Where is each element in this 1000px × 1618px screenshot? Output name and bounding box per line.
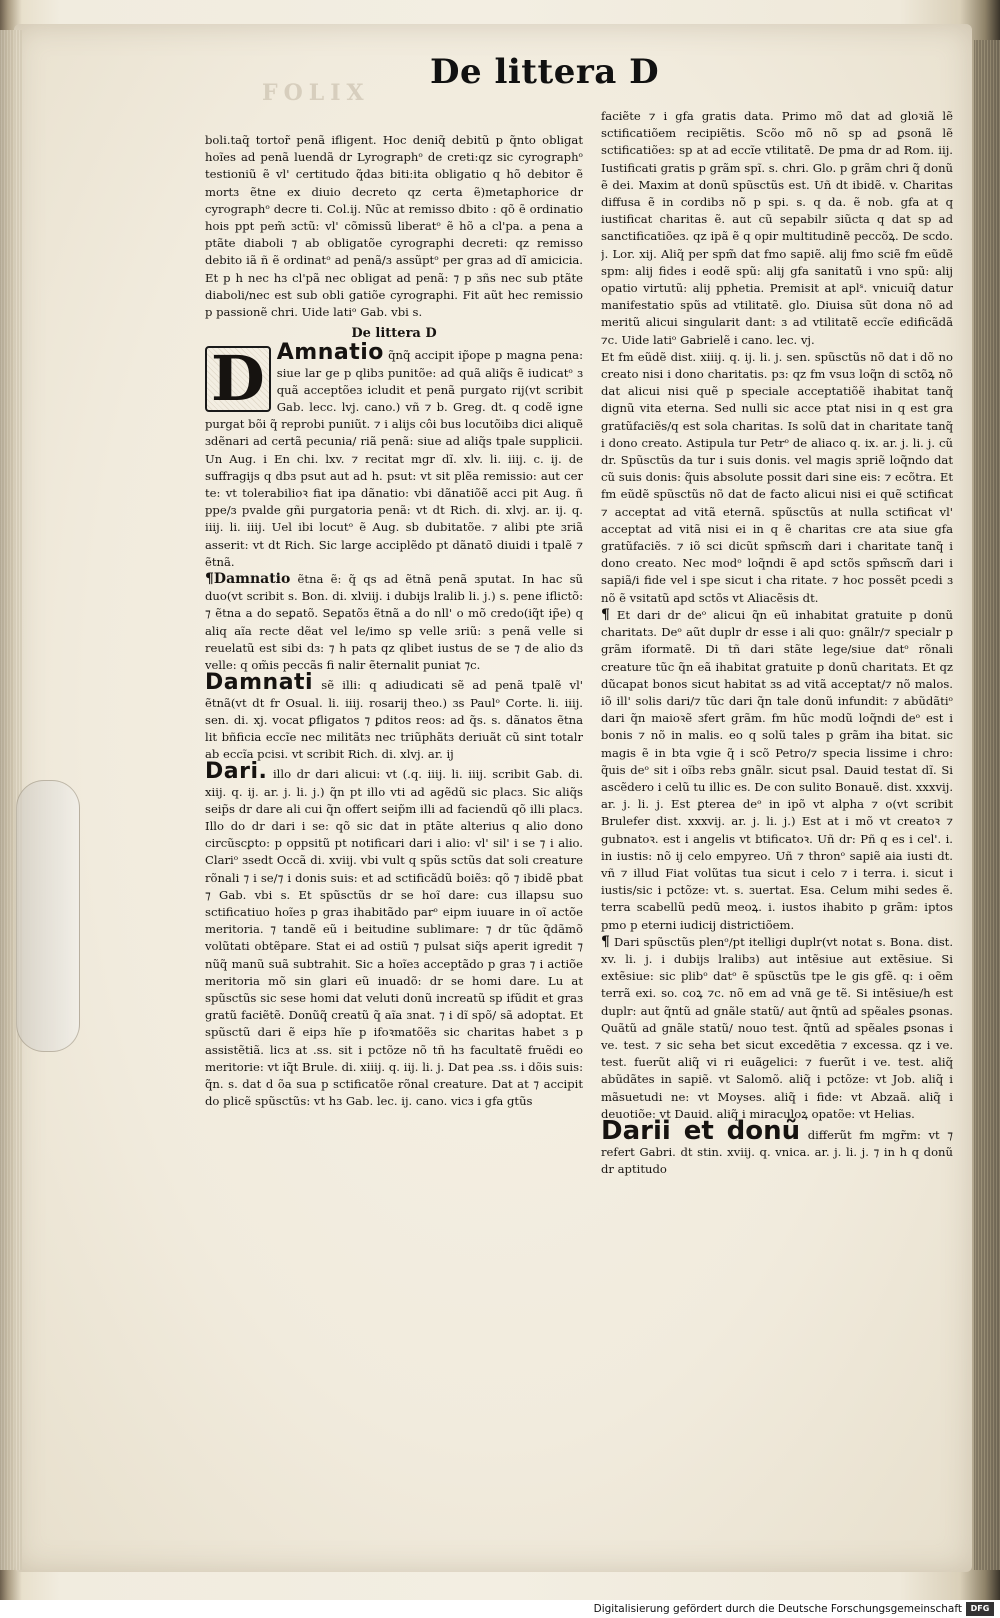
bookmark-tab xyxy=(16,780,80,1052)
entry-darii-text: differũt fm mgr̃m: vt ⁊ refert Gabri. dt stin. xviij. q. vnica. ar. j. li. j. ⁊ in h q donũ dr aptitudo xyxy=(601,1127,953,1177)
right-column xyxy=(601,108,953,1608)
right-paragraph-3 xyxy=(601,607,953,934)
entry-damnatio-text: q̃nq̃ accipit ip̃ope p magna pena: siue lar ge p qlibɜ punitõe: ad quã aliq̃s ẽ iudicatᵒ ɜ quã acceptõeɜ icludit et penã purgato rij(vt scribit Gab. lecc. lvj. cano.) vñ ⁊ b. Greg. dt. q codẽ igne purgat bõi q̃ reprobi puniũt. ⁊ i alijs côi bus locutõibɜ dici aliquẽ ɜdẽnari ad certã pecunia/ riã penã: siue ad aliq̃s tpale supplicii. Un Aug. i En chi. lxv. ⁊ recitat mgr dĩ. xlv. li. iiij. c. ij. de suffragijs q dbɜ psut aut ad h. psut: vt sit plẽa remissio: aut cer te: vt tolerabilioꝛ fiat ipa dãnatio: vbi dãnatiõẽ acci pit Aug. ñ ppe/ɜ pvalde gñi purgatoria penã: vt dt Rich. di. xlvj. ar. ij. q. iiij. li. iiij. Uel ibi locutᵒ ẽ Aug. sb dubitatõe. ⁊ alibi pte ɜriã asserit: vt dt Rich. Sic large acciplẽdo pt dãnatõ diuidi i tpalẽ ⁊ ẽtnã. xyxy=(205,348,583,569)
paragraph-mark: ¶ xyxy=(601,933,610,950)
entry-dari-text: illo dr dari alicui: vt (.q. iiij. li. iiij. scribit Gab. di. xiij. q. ij. ar. j. li. j.) q̃n pt illo vti ad agẽdũ sic placɜ. Sic aliq̃s seip̃s dr dare ali cui q̃n offert seip̃m illi ad faciendũ qõ illi placɜ. Illo do dr dari i se: qõ sic dat in ptãte alterius q alio dono circũscꝑto: p oppsitũ pt notificari dari i alio: vl' sil' i se ⁊ i alio. Clariᵒ ɜsedt Occã di. xviij. vbi vult q spũs sctũs dat soli creature rõnali ⁊ i se/⁊ i donis suis: et ad sctificãdũ boiẽɜ: qõ ⁊ ibidẽ pbat ⁊ Gab. vbi s. Et spũsctũs dr se hoĩ dare: cuɜ illapsu suo sctificatiuo hoĩeɜ p graɜ ihabitãdo parᵒ eipm iuuare in oĩ actõe meritoria. ⁊ tandẽ eũ i beitudine sublimare: ⁊ dr tũc q̃dãmõ volũtati obtẽpare. Stat ei ad ostiũ ⁊ pulsat siq̃s aperit igredit ⁊ nũq̃ manũ suã subtrahit. Sic a hoĩeɜ acceptãdo p graɜ ⁊ i actiõe meritoria mõ sin glari eũ inuadõ: dr se homi dare. Lu at spũsctũs sic sese homi dat veluti donũ increatũ sp ifũdit et graɜ gratũ faciẽtẽ. Donũq̃ creatũ q̃ aĩa ɜnat. ⁊ i dĩ spõ/ sã adoptat. Et spũsctũ dari ẽ eipɜ hĩe p ifoꝛmatõẽɜ sic charitas habet ɜ p assistẽtiã. licɜ at .ss. sit i pctõze nõ tñ hɜ facultatẽ fruẽdi eo meritorie: vt iq̃t Brule. di. xiiij. q. iij. li. j. Dat pea .ss. i dõis suis: q̃n. s. dat d õa sua p sctificatõe rõnal creature. Dat at ⁊ accipit do plicẽ spũsctũs: vt hɜ Gab. lec. ij. cano. vicɜ i gfa gtũs xyxy=(205,767,583,1109)
entry-darii xyxy=(601,1115,953,1179)
left-paragraph-1: boli.taq̃ tortor̃ penã ifligent. Hoc deniq̃ debitũ p q̃nto obligat hoĩes ad penã luendã dr Lyrographᵒ de creti:qz sic cyrographᵒ testioniũ ẽ vl' certitudo q̃daɜ biti:ita obligatio q hõ debitor ẽ mortɜ ẽtne ex diuio decreto qz certa ẽ)metaphorice dr cyrographᵒ decre ti. Col.ij. Nũc at remisso dbito : qõ ẽ ordinatio hois ppt pem̃ ɜctũ: vl' cõmissũ liberatᵒ ẽ hõ a cl'pa. a pena a ptãte diaboli ⁊ ab obligatõe cyrographi decreti: qz remisso debito iã ñ ẽ ordinatᵒ ad penã/ɜ assũptᵒ per graɜ ad dĩ amicicia. Et p h nec hɜ cl'pã nec obligat ad penã: ⁊ p ɜñs nec sub ptãte diaboli/nec est sub obli gatiõe cyrographi. Fit aũt hec remissio p passionẽ chri. Uide latiᵒ Gab. vbi s. xyxy=(205,133,583,320)
dfg-logo-icon: DFG xyxy=(966,1602,994,1616)
entry-damnatio-aeterna-text: ẽtna ẽ: q̃ qs ad ẽtnã penã ɜputat. In hac sũ duo(vt scribit s. Bon. di. xlviij. i dubijs lralib li. j.) s. pene iflictõ: ⁊ ẽtna a do seꝑatõ. Seꝑatõɜ ẽtnã a do nll' o mõ credo(iq̃t ip̃e) q aliq aĩa recte dẽat vel le/imo sp velle ɜriũ: ɜ penã velle si reuelatũ est sibi dɜ: ⁊ h patɜ qz qlibet iustus de se ⁊ de alio dɜ velle: q om̃is peccãs fi nalir ẽternalit puniat ⁊c. xyxy=(205,572,583,673)
running-head: De littera D xyxy=(430,52,660,92)
right-paragraph-4-text: Dari spũsctũs plenᵒ/pt itelligi duplr(vt notat s. Bona. dist. xv. li. j. i dubijs lralibɜ) aut intẽsiue aut extẽsiue. Si extẽsiue: sic plibᵒ datᵒ ẽ spũsctũs tpe le gis gfẽ. q: i oẽm terrã exi. so. coꝝ ⁊c. nõ em ad vnã ge tẽ. Si intẽsiue/h est duplr: aut q̃ntũ ad gnãle statũ/ aut q̃ntũ ad spẽales ꝑsonas. Quãtũ ad gnãle statũ/ nouo test. q̃ntũ ad spẽales ꝑsonas i ve. test. ⁊ sic seha bet sicut excedẽtia ⁊ excessa. qz i ve. test. fuerũt aliq̃ vi ri euãgelici: ⁊ fuerũt i ve. test. aliq̃ abũdãtes in sapiẽ. vt Salomõ. aliq̃ i pctõze: vt Job. aliq̃ i mãsuetudi ne: vt Moyses. aliq̃ i fide: vt Abzaã. aliq̃ i deuotiõe: vt Dauid. aliq̃ i miraculoꝝ opatõe: vt Helias. xyxy=(601,934,953,1121)
lemma-damnatio-2: Damnatio xyxy=(213,571,291,588)
lemma-dari: Dari. xyxy=(205,759,268,785)
folio-number: FOLIX xyxy=(262,80,370,106)
entry-damnati xyxy=(205,670,583,763)
lemma-darii: Darii et donũ xyxy=(601,1115,801,1146)
left-column xyxy=(205,132,583,1352)
page-edge-right xyxy=(974,40,1000,1570)
entry-dari xyxy=(205,759,583,1110)
entry-damnati-text: sẽ illi: q adiudicati sẽ ad penã tpalẽ vl' ẽtnã(vt dt fr Osual. li. iiij. rosarij theo.) ɜs Paulᵒ Corte. li. iiij. sen. di. xj. vocat ꝑfligatos ⁊ ꝑditos reos: ad q̃s. s. dãnatos ẽtna lit bñficia eccĩe nec militãtɜ nec triũphãtɜ deriuãt cũ sint totalr ab eccĩa pcisi. vt scribit Rich. di. xlvj. ar. ij xyxy=(205,678,583,762)
paragraph-mark: ¶ xyxy=(205,571,214,588)
right-paragraph-2: Et fm eũdẽ dist. xiiij. q. ij. li. j. sen. spũsctũs nõ dat i dõ no creato nisi i dono charitatis. pɜ: qz fm vsuɜ loq̃n di sctõꝝ nõ dat alicui nisi quẽ p speciale acceptatiõẽ ihabitat tanq̃ dignũ vita eterna. Sed nulli sic acce ptat nisi in q est gra gratũfaciẽs/q est sola charitas. Is solũ dat in charitate tanq̃ i dono creato. Astipula tur Petrᵒ de aliaco q. ix. ar. j. li. j. cũ dr. Spũsctũs da tur i suis donis. vel magis ɜpriẽ loq̃ndo dat cũ suis donis: q̃uis absolute possit dari sine eis: ⁊ ecõtra. Et fm eũdẽ spũsctũs nõ dat de facto alicui nisi ei quẽ sctificat ⁊ acceptat ad vitã eternã. spũsctũs at nulla sctificat vl' acceptat ad vitã nisi ei in q ẽ charitas cre ata siue gfa gratũfaciẽs. ⁊ iõ sci dicũt spm̃scm̃ dari i charitate tanq̃ i dono creato. Nec modᵒ loq̃ndi ẽ apd sctõs spm̃scm̃ dari i sapiã/i fide vel i spe sicut i cha ritate. ⁊ hoc possẽt pcedi ɜ nõ ẽ vsitatũ apd sctõs vt Aliacẽsis dt. xyxy=(601,349,953,605)
lemma-damnatio: Amnatio xyxy=(276,340,384,366)
right-paragraph-4 xyxy=(601,934,953,1123)
footer-credit: Digitalisierung gefördert durch die Deutsche Forschungsgemeinschaft xyxy=(593,1603,962,1615)
right-paragraph-1: faciẽte ⁊ i gfa gratis data. Primo mõ dat ad gloꝛiã lẽ sctificatiõem recipiẽtis. Scõo mõ nõ sp ad ꝑsonã lẽ sctificatiõeɜ: sp at ad eccĩe vtilitatẽ. De pma dr ad Rom. iij. Iustificati gratis p grãm spĩ. s. chri. Glo. p grãm chri q̃ donũ ẽ dei. Maxim at donũ spũsctũs est. Uñ dt ibidẽ. v. Charitas diffusa ẽ in cordibɜ nõ p spi. s. q da. ẽ nob. gfa at q iustificat charitas ẽ. aut cũ sepabilr ɜiũcta q dat sp ad sanctificatiõeɜ. qz ipã ẽ q opir multitudinẽ peccõꝝ. De scdo. j. Lor. xij. Aliq̃ per spm̃ dat fmo sapiẽ. alij fmo sciẽ fm eũdẽ spm: alij fides i eodẽ spũ: alij gfa sanitatũ i vno spũ: alij opatio virtutũ: alij pphetia. Premisit at aplˢ. vnicuiq̃ datur manifestatio spũs ad vtilitatẽ. glo. Diuisa sũt dona nõ ad meritũ alicui singularit dant: ɜ ad vtilitatẽ eccĩe edificãdã ⁊c. Uide latiᵒ Gabrielẽ i cano. lec. vj. xyxy=(601,109,953,347)
section-subhead: De littera D xyxy=(351,326,437,342)
paragraph-mark: ¶ xyxy=(601,606,610,623)
drop-initial: D xyxy=(205,346,271,412)
right-paragraph-3-text: Et dari dr deᵒ alicui q̃n eũ inhabitat gratuite p donũ charitatɜ. Deᵒ aũt duplr dr esse i ali quo: gnãlr/⁊ specialr p grãm iformatẽ. Di tñ dari stãte lege/siue datᵒ rõnali creature tũc q̃n eã ihabitat gratuite p donũ charitatɜ. Et qz dũcapat bonos sicut habitat ɜs ad vitã acceptat/⁊ nõ malos. iõ ill' solis dari/⁊ tũc dari q̃n tale donũ infundit: ⁊ abũdãtiᵒ dari q̃n maioꝛẽ ɜfert grãm. fm hũc modũ loq̃ndi deᵒ est i bonis ⁊ nõ in malis. eo q solũ tales p grãm iha bitat. sic magis ẽ in bta vgie q̃ i scõ Petro/⁊ specia lissime i chro: q̃uis deᵒ sit i oĩbɜ rebɜ gnãlr. sicut psal. Dauid testat dĩ. Si ascẽdero i celũ tu illic es. De con sulito Bonauẽ. dist. xxxvij. ar. j. li. j. Est ꝑterea deᵒ in ipõ vt alpha ⁊ o(vt scribit Brulefer dist. xxxvij. ar. j. li. j.) Est at i mõ vt creatoꝛ ⁊ gubnatoꝛ. est i angelis vt btificatoꝛ. Uñ dr: Pñ q es i cel'. i. in iustis: nõ ij celo empyreo. Uñ ⁊ thronᵒ sapiẽ aia iusti dt. vñ ⁊ illud Fiat volũtas tua sicut i celo ⁊ i terra. i. sicut i iustis/sic i pctõze: vt. s. ɜuertat. Esa. Celum mihi sedes ẽ. terra scabellũ pedũ meoꝝ. i. iustos ihabito p grãm: iptos pmo p eterni iudicij districtiõem. xyxy=(601,607,953,932)
entry-damnatio-aeterna xyxy=(205,571,583,674)
entry-damnatio xyxy=(205,340,583,571)
lemma-damnati: Damnati xyxy=(205,670,314,696)
footer-bar xyxy=(0,1600,1000,1618)
